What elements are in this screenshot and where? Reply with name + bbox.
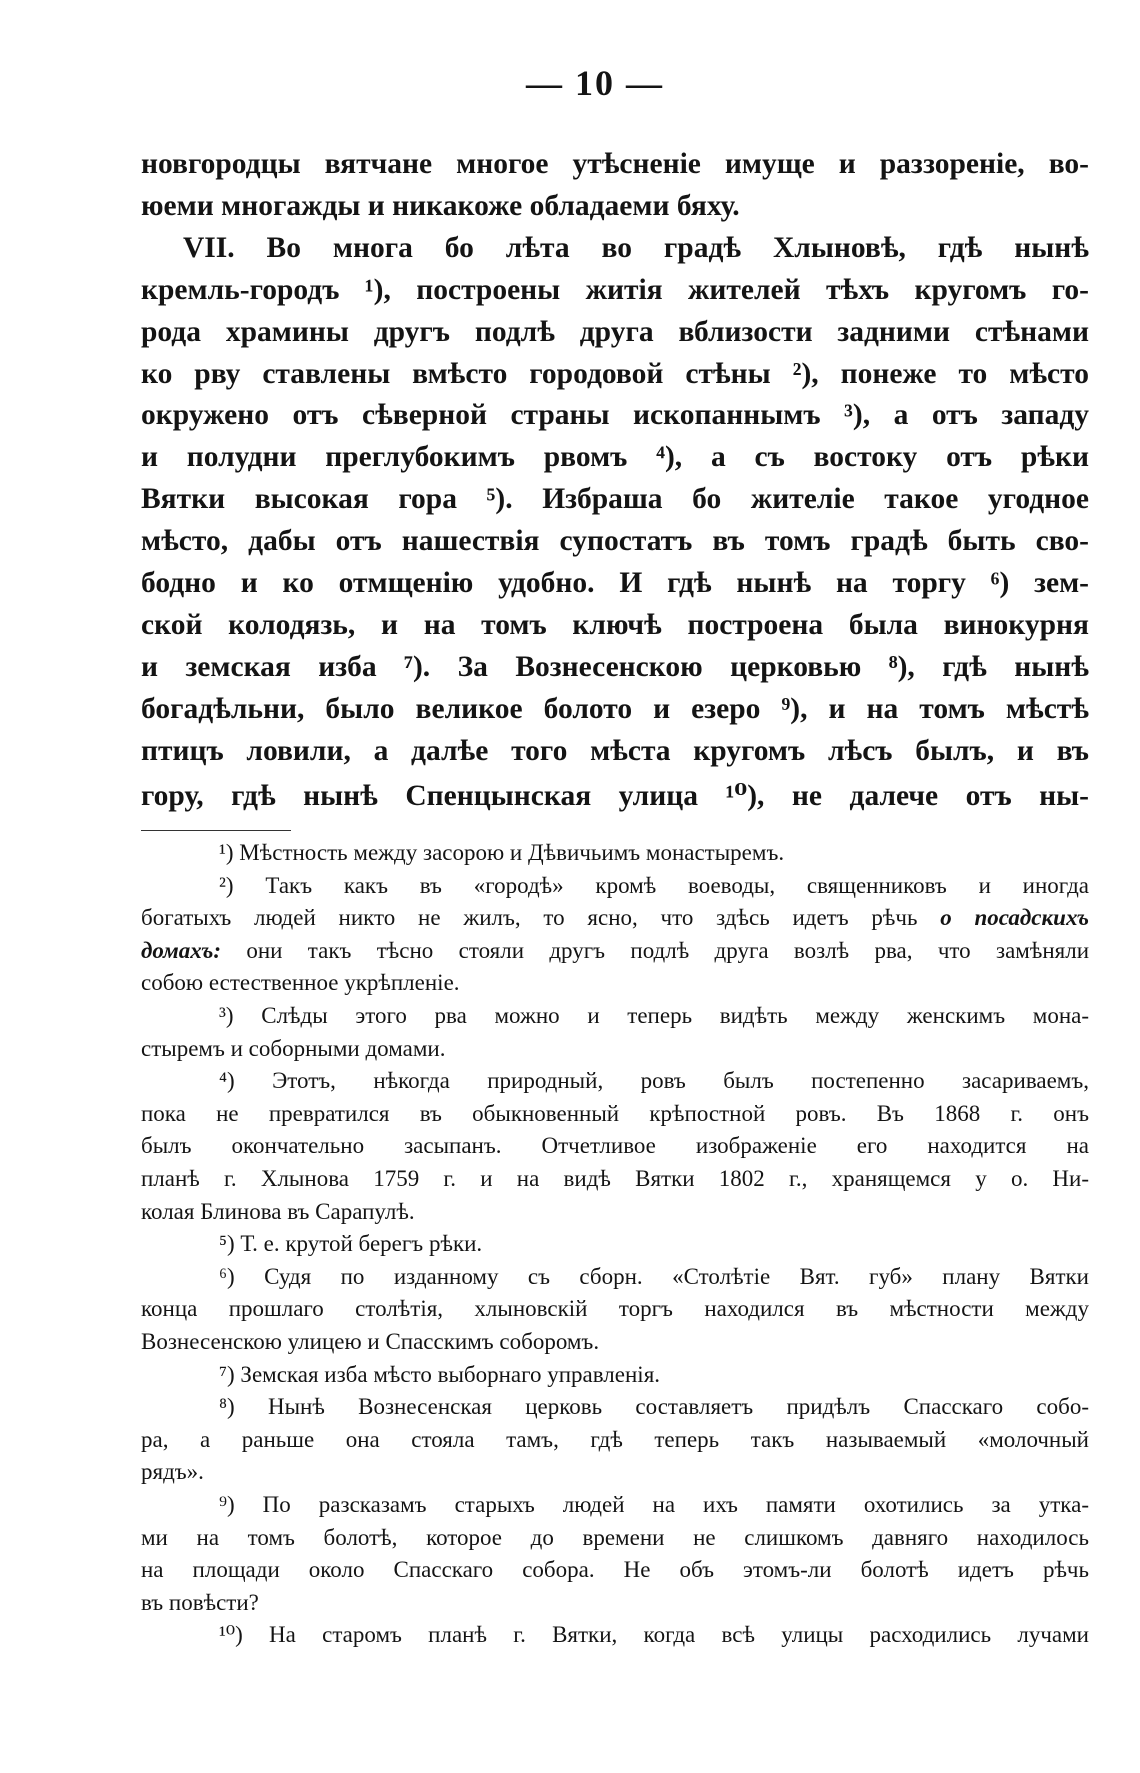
main-text-line xyxy=(141,274,1089,307)
line-text: колая Блинова въ Сарапулѣ. xyxy=(141,1198,415,1224)
main-text-line xyxy=(141,777,1089,813)
line-text: и полудни преглубокимъ рвомъ ⁴), а съ востоку отъ рѣки xyxy=(141,441,1089,474)
main-text-line xyxy=(141,148,1089,181)
line-text: ра, а раньше она стояла тамъ, гдѣ теперь такъ называемый «молочный xyxy=(141,1426,1089,1452)
line-text: ⁹) По разсказамъ старыхъ людей на ихъ памяти охотились за утка- xyxy=(219,1492,1089,1517)
line-text: богадѣльни, было великое болото и езеро ⁹), и на томъ мѣстѣ xyxy=(141,692,1089,725)
line-text: рода храмины другъ подлѣ друга вблизости задними стѣнами xyxy=(141,315,1089,348)
footnote-line xyxy=(141,1459,1089,1485)
footnote-line xyxy=(141,1296,1089,1322)
footnote-line xyxy=(141,1231,1089,1257)
main-text-line xyxy=(141,483,1089,516)
footnote-line xyxy=(141,905,1089,931)
main-text-line xyxy=(141,358,1089,391)
footnote-line xyxy=(141,1166,1089,1192)
line-text: они такъ тѣсно стояли другъ подлѣ друга возлѣ рва, что замѣняли xyxy=(246,937,1090,963)
footnote-line xyxy=(141,1101,1089,1127)
footnote-line xyxy=(141,938,1089,964)
line-text: птицъ ловили, а далѣе того мѣста кругомъ лѣсъ былъ, и въ xyxy=(141,734,1089,767)
main-text-line xyxy=(141,609,1089,642)
line-text: окружено отъ сѣверной страны ископаннымъ ³), а отъ западу xyxy=(141,399,1089,432)
line-text: Вятки высокая гора ⁵). Избраша бо жителіе такое угодное xyxy=(141,483,1089,516)
line-text: ³) Слѣды этого рва можно и теперь видѣть между женскимъ мона- xyxy=(219,1003,1089,1028)
footnote-line xyxy=(141,1199,1089,1225)
line-text: новгородцы вятчане многое утѣсненіе имуще и раззореніе, во- xyxy=(141,148,1089,180)
line-text: собою естественное укрѣпленіе. xyxy=(141,970,460,996)
main-text-line xyxy=(141,525,1089,558)
line-text: въ повѣсти? xyxy=(141,1589,259,1615)
line-text: ¹) Мѣстность между засорою и Дѣвичьимъ монастыремъ. xyxy=(219,840,785,865)
line-text: гору, гдѣ нынѣ Спенцынская улица ¹⁰), не далече отъ ны- xyxy=(141,779,1089,812)
footnote-line xyxy=(141,1362,1089,1388)
line-text: ⁴) Этотъ, нѣкогда природный, ровъ былъ постепенно засариваемъ, xyxy=(219,1068,1089,1094)
main-text-line xyxy=(141,190,1089,223)
page-number: — 10 — xyxy=(526,63,664,103)
footnote-line xyxy=(141,1036,1089,1062)
main-text-line xyxy=(141,399,1089,432)
main-text-line xyxy=(141,693,1089,726)
footnote-line xyxy=(141,1427,1089,1453)
main-text-line xyxy=(141,735,1089,768)
main-text-line xyxy=(141,441,1089,474)
line-text: былъ окончательно засыпанъ. Отчетливое изображеніе его находится на xyxy=(141,1133,1089,1159)
footnote-line xyxy=(141,1590,1089,1616)
line-text: VII. Во многа бо лѣта во градѣ Хлыновѣ, гдѣ нынѣ xyxy=(183,231,1089,264)
footnote-line xyxy=(141,1394,1089,1420)
footnote-line xyxy=(141,873,1089,899)
footnote-line xyxy=(141,1557,1089,1583)
line-text: ⁶) Судя по изданному съ сборн. «Столѣтіе Вят. губ» плану Вятки xyxy=(219,1263,1089,1289)
footnote-line xyxy=(141,840,1089,866)
line-text: пока не превратился въ обыкновенный крѣпостной ровъ. Въ 1868 г. онъ xyxy=(141,1100,1089,1126)
line-text: и земская изба ⁷). За Вознесенскою церковью ⁸), гдѣ нынѣ xyxy=(141,650,1089,683)
footnote-line xyxy=(141,1003,1089,1029)
italic-text: о посадскихъ xyxy=(940,905,1090,931)
line-text: ⁸) Нынѣ Вознесенская церковь составляетъ придѣлъ Спасскаго собо- xyxy=(219,1394,1089,1420)
footnote-line xyxy=(141,1068,1089,1094)
line-text: ²) Такъ какъ въ «городѣ» кромѣ воеводы, священниковъ и иногда xyxy=(219,872,1089,898)
line-text: ской колодязь, и на томъ ключѣ построена была винокурня xyxy=(141,608,1089,641)
line-text: планѣ г. Хлынова 1759 г. и на видѣ Вятки 1802 г., хранящемся у о. Ни- xyxy=(141,1166,1089,1191)
footnote-line xyxy=(141,1492,1089,1518)
line-text: ⁷) Земская изба мѣсто выборнаго управленія. xyxy=(219,1361,661,1387)
line-text: ми на томъ болотѣ, которое до времени не слишкомъ давняго находилось xyxy=(141,1524,1089,1550)
footnote-line xyxy=(141,1525,1089,1551)
line-text: ¹⁰) На старомъ планѣ г. Вятки, когда всѣ улицы расходились лучами xyxy=(219,1622,1089,1648)
main-text-line xyxy=(141,232,1089,265)
main-text-line xyxy=(141,651,1089,684)
line-text: конца прошлаго столѣтія, хлыновскій торгъ находился въ мѣстности между xyxy=(141,1296,1089,1322)
footnote-line xyxy=(141,1133,1089,1159)
line-text: мѣсто, дабы отъ нашествія супостатъ въ томъ градѣ быть сво- xyxy=(141,525,1089,558)
line-text: Вознесенскою улицею и Спасскимъ соборомъ. xyxy=(141,1329,600,1354)
line-text: ⁵) Т. е. крутой берегъ рѣки. xyxy=(219,1231,483,1257)
line-text: на площади около Спасскаго собора. Не объ этомъ-ли болотѣ идетъ рѣчь xyxy=(141,1557,1089,1583)
line-text: бодно и ко отмщенію удобно. И гдѣ нынѣ на торгу ⁶) зем- xyxy=(141,567,1089,599)
main-text-line xyxy=(141,567,1089,600)
italic-text: домахъ: xyxy=(141,937,221,963)
footnote-line xyxy=(141,1329,1089,1355)
line-text: юеми многажды и никакоже обладаеми бяху. xyxy=(141,189,740,222)
line-text: богатыхъ людей никто не жилъ, то ясно, что здѣсь идетъ рѣчь xyxy=(141,905,918,931)
footnote-line xyxy=(141,1264,1089,1290)
footnote-line xyxy=(141,970,1089,996)
line-text: ко рву ставлены вмѣсто городовой стѣны ²), понеже то мѣсто xyxy=(141,357,1089,390)
footnote-separator-rule xyxy=(141,830,291,831)
footnote-line xyxy=(141,1622,1089,1648)
line-text: стыремъ и соборными домами. xyxy=(141,1035,446,1061)
line-text: кремль-городъ ¹), построены житія жителей тѣхъ кругомъ го- xyxy=(141,273,1089,306)
line-text: рядъ». xyxy=(141,1459,204,1485)
main-text-line xyxy=(141,316,1089,349)
